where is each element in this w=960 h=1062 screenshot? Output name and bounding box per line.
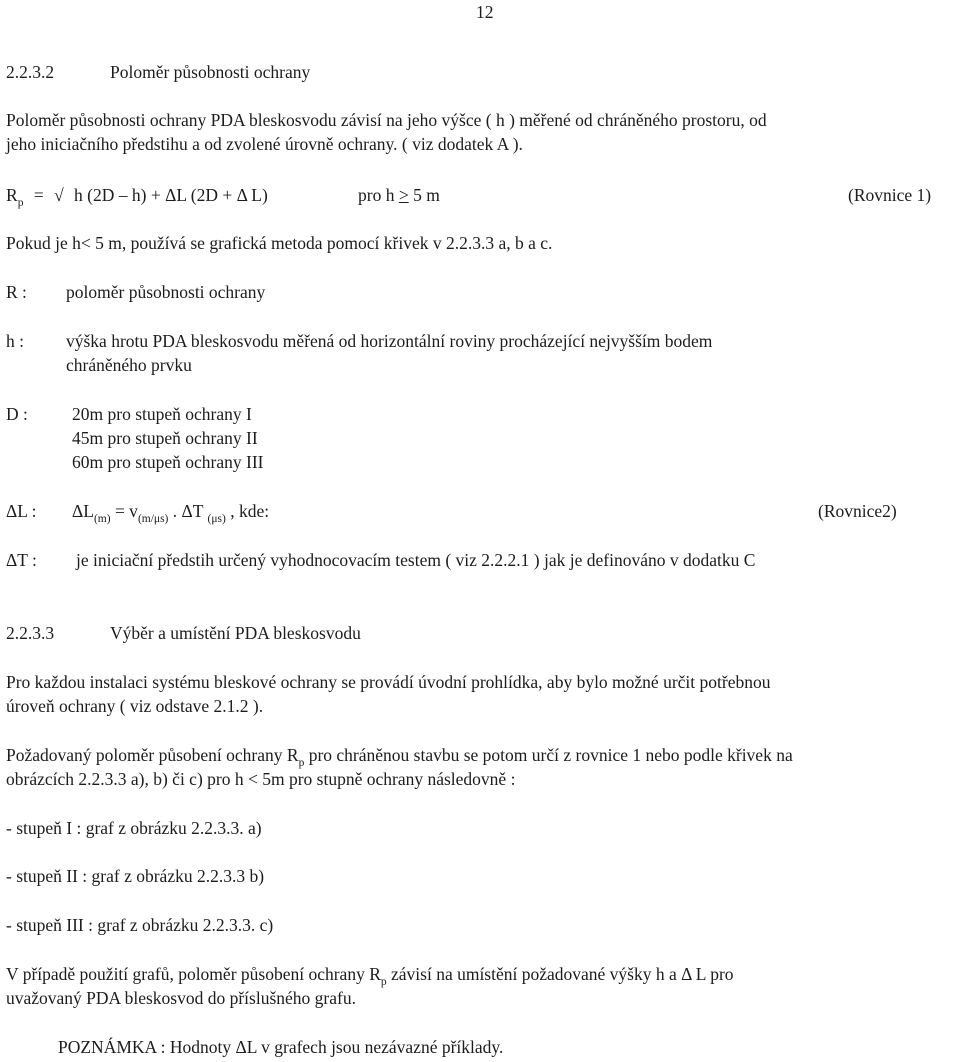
paragraph-line: [6, 743, 793, 770]
eq2-subscript: (μs): [207, 513, 226, 525]
equation-2: [72, 499, 269, 526]
def-symbol-d: D :: [6, 404, 28, 424]
def-text-r: poloměr působnosti ochrany: [66, 282, 266, 302]
paragraph-text: Požadovaný poloměr působení ochrany R: [6, 745, 299, 765]
page-number: 12: [476, 2, 494, 22]
eq-lhs: R: [6, 185, 18, 205]
def-text-delta-t: je iniciační předstih určený vyhodnocovacím testem ( viz 2.2.2.1 ) jak je definováno v dodatku C: [76, 550, 756, 570]
def-text-d: 20m pro stupeň ochrany I: [72, 404, 252, 424]
eq-lhs-subscript: p: [17, 197, 24, 209]
rp-subscript: p: [380, 976, 387, 988]
def-text-d: 45m pro stupeň ochrany II: [72, 428, 258, 448]
paragraph-line: [6, 962, 734, 989]
paragraph-line: Pro každou instalaci systému bleskové ochrany se provádí úvodní prohlídka, aby bylo možné určit potřebnou: [6, 672, 771, 692]
def-text-d: 60m pro stupeň ochrany III: [72, 452, 264, 472]
eq2-velocity: = v: [110, 501, 138, 521]
paragraph-line: obrázcích 2.2.3.3 a), b) či c) pro h < 5m pro stupně ochrany následovně :: [6, 769, 516, 789]
note: POZNÁMKA : Hodnoty ΔL v grafech jsou nezávazné příklady.: [58, 1037, 504, 1057]
paragraph-line: úroveň ochrany ( viz odstave 2.1.2 ).: [6, 696, 264, 716]
eq-expression: h (2D – h) + ΔL (2D + Δ L): [74, 185, 268, 205]
section-title: Poloměr působnosti ochrany: [110, 62, 311, 82]
def-symbol-r: R :: [6, 282, 27, 302]
def-symbol-delta-t: ΔT :: [6, 550, 37, 570]
eq2-subscript: (m/μs): [137, 513, 169, 525]
section-title: Výběr a umístění PDA bleskosvodu: [110, 623, 361, 643]
equation-label: (Rovnice 1): [848, 185, 932, 205]
section-number: 2.2.3.3: [6, 623, 55, 643]
eq-equals: =: [33, 185, 44, 205]
eq2-delta-l: ΔL: [72, 501, 94, 521]
list-item: - stupeň II : graf z obrázku 2.2.3.3 b): [6, 866, 265, 886]
paragraph-text: V případě použití grafů, poloměr působení ochrany R: [6, 964, 381, 984]
intro-paragraph-line: Poloměr působnosti ochrany PDA bleskosvodu závisí na jeho výšce ( h ) měřené od chráněného prostoru, od: [6, 110, 767, 130]
eq2-delta-t: . ΔT: [168, 501, 208, 521]
eq-condition: [358, 183, 440, 207]
paragraph-text: pro chráněnou stavbu se potom určí z rovnice 1 nebo podle křivek na: [304, 745, 793, 765]
list-item: - stupeň I : graf z obrázku 2.2.3.3. a): [6, 818, 262, 838]
paragraph-text: závisí na umístění požadované výšky h a Δ L pro: [386, 964, 734, 984]
sqrt-symbol: √: [54, 185, 64, 205]
eq-condition-pre: pro h: [358, 185, 399, 205]
def-symbol-h: h :: [6, 331, 24, 351]
graph-note: Pokud je h< 5 m, používá se grafická metoda pomocí křivek v 2.2.3.3 a, b a c.: [6, 233, 553, 253]
rp-subscript: p: [298, 757, 305, 769]
intro-paragraph-line: jeho iniciačního předstihu a od zvolené úrovně ochrany. ( viz dodatek A ).: [6, 134, 523, 154]
equation-1: [6, 183, 268, 210]
paragraph-line: uvažovaný PDA bleskosvod do příslušného grafu.: [6, 988, 356, 1008]
def-symbol-delta-l: ΔL :: [6, 501, 37, 521]
eq2-tail: , kde:: [225, 501, 270, 521]
ge-symbol: >: [398, 185, 409, 205]
equation-label: (Rovnice2): [818, 501, 897, 521]
section-number: 2.2.3.2: [6, 62, 55, 82]
eq-condition-post: 5 m: [408, 185, 440, 205]
eq2-subscript: (m): [93, 513, 111, 525]
def-text-h: výška hrotu PDA bleskosvodu měřená od horizontální roviny procházející nejvyšším bodem: [66, 331, 713, 351]
list-item: - stupeň III : graf z obrázku 2.2.3.3. c): [6, 915, 274, 935]
def-text-h: chráněného prvku: [66, 355, 192, 375]
